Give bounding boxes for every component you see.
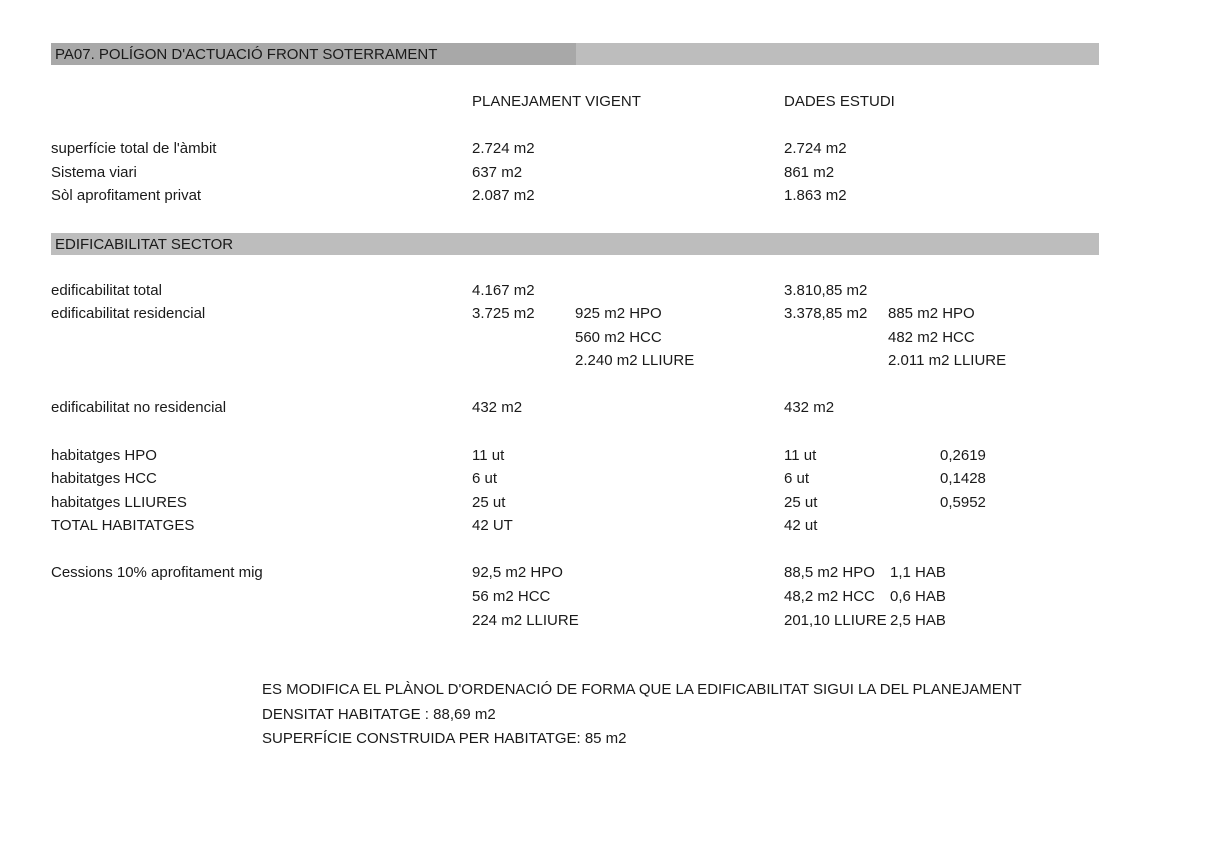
row-vigent-total-habitatges: 42 UT <box>472 517 513 534</box>
row-estudi-edificabilitat-total: 3.810,85 m2 <box>784 282 868 299</box>
breakdown-vigent-lliure: 2.240 m2 LLIURE <box>575 352 695 369</box>
cessions-vigent-hcc: 56 m2 HCC <box>472 588 551 605</box>
cessions-vigent-hpo: 92,5 m2 HPO <box>472 564 563 581</box>
section-sector-bar: EDIFICABILITAT SECTOR <box>51 233 1099 255</box>
row-label-cessions: Cessions 10% aprofitament mig <box>51 564 263 581</box>
row-estudi-sol-aprofitament-privat: 1.863 m2 <box>784 187 847 204</box>
row-vigent-habitatges-hpo: 11 ut <box>472 447 505 464</box>
cessions-estudi-hcc: 48,2 m2 HCC <box>784 588 875 605</box>
row-label-edificabilitat-residencial: edificabilitat residencial <box>51 305 206 322</box>
breakdown-estudi-hpo: 885 m2 HPO <box>888 305 975 322</box>
breakdown-estudi-lliure: 2.011 m2 LLIURE <box>888 352 1007 369</box>
row-label-habitatges-hcc: habitatges HCC <box>51 470 157 487</box>
row-estudi-edificabilitat-no-residencial: 432 m2 <box>784 399 835 416</box>
note-line-3: SUPERFÍCIE CONSTRUIDA PER HABITATGE: 85 m2 <box>262 730 627 747</box>
row-estudi-habitatges-hcc: 6 ut <box>784 470 810 487</box>
row-label-sol-aprofitament-privat: Sòl aprofitament privat <box>51 187 202 204</box>
row-label-total-habitatges: TOTAL HABITATGES <box>51 517 195 534</box>
column-header-estudi: DADES ESTUDI <box>784 93 895 110</box>
row-label-superficie-total: superfície total de l'àmbit <box>51 140 217 157</box>
row-label-habitatges-hpo: habitatges HPO <box>51 447 157 464</box>
cessions-hab-lliure: 2,5 HAB <box>890 612 946 629</box>
row-label-habitatges-lliures: habitatges LLIURES <box>51 494 187 511</box>
row-estudi-edificabilitat-residencial: 3.378,85 m2 <box>784 305 868 322</box>
row-label-edificabilitat-total: edificabilitat total <box>51 282 162 299</box>
row-vigent-edificabilitat-residencial: 3.725 m2 <box>472 305 535 322</box>
row-ratio-habitatges-lliures: 0,5952 <box>940 494 986 511</box>
row-vigent-habitatges-lliures: 25 ut <box>472 494 506 511</box>
row-vigent-superficie-total: 2.724 m2 <box>472 140 535 157</box>
row-estudi-sistema-viari: 861 m2 <box>784 164 835 181</box>
row-vigent-sistema-viari: 637 m2 <box>472 164 523 181</box>
cessions-hab-hpo: 1,1 HAB <box>890 564 946 581</box>
breakdown-vigent-hpo: 925 m2 HPO <box>575 305 662 322</box>
section-title-bar: PA07. POLÍGON D'ACTUACIÓ FRONT SOTERRAMENT <box>51 43 1099 65</box>
row-vigent-edificabilitat-no-residencial: 432 m2 <box>472 399 523 416</box>
cessions-estudi-hpo: 88,5 m2 HPO <box>784 564 875 581</box>
row-vigent-habitatges-hcc: 6 ut <box>472 470 498 487</box>
row-vigent-sol-aprofitament-privat: 2.087 m2 <box>472 187 535 204</box>
cessions-hab-hcc: 0,6 HAB <box>890 588 946 605</box>
cessions-estudi-lliure: 201,10 LLIURE <box>784 612 887 629</box>
row-estudi-habitatges-lliures: 25 ut <box>784 494 818 511</box>
row-label-sistema-viari: Sistema viari <box>51 164 137 181</box>
column-header-vigent: PLANEJAMENT VIGENT <box>472 93 641 110</box>
breakdown-vigent-hcc: 560 m2 HCC <box>575 329 662 346</box>
row-vigent-edificabilitat-total: 4.167 m2 <box>472 282 535 299</box>
note-line-1: ES MODIFICA EL PLÀNOL D'ORDENACIÓ DE FORMA QUE LA EDIFICABILITAT SIGUI LA DEL PLANEJAMENT <box>262 681 1022 698</box>
row-estudi-habitatges-hpo: 11 ut <box>784 447 817 464</box>
row-label-edificabilitat-no-residencial: edificabilitat no residencial <box>51 399 227 416</box>
row-ratio-habitatges-hcc: 0,1428 <box>940 470 986 487</box>
note-line-2: DENSITAT HABITATGE : 88,69 m2 <box>262 706 496 723</box>
row-ratio-habitatges-hpo: 0,2619 <box>940 447 986 464</box>
row-estudi-total-habitatges: 42 ut <box>784 517 818 534</box>
row-estudi-superficie-total: 2.724 m2 <box>784 140 847 157</box>
cessions-vigent-lliure: 224 m2 LLIURE <box>472 612 579 629</box>
breakdown-estudi-hcc: 482 m2 HCC <box>888 329 975 346</box>
